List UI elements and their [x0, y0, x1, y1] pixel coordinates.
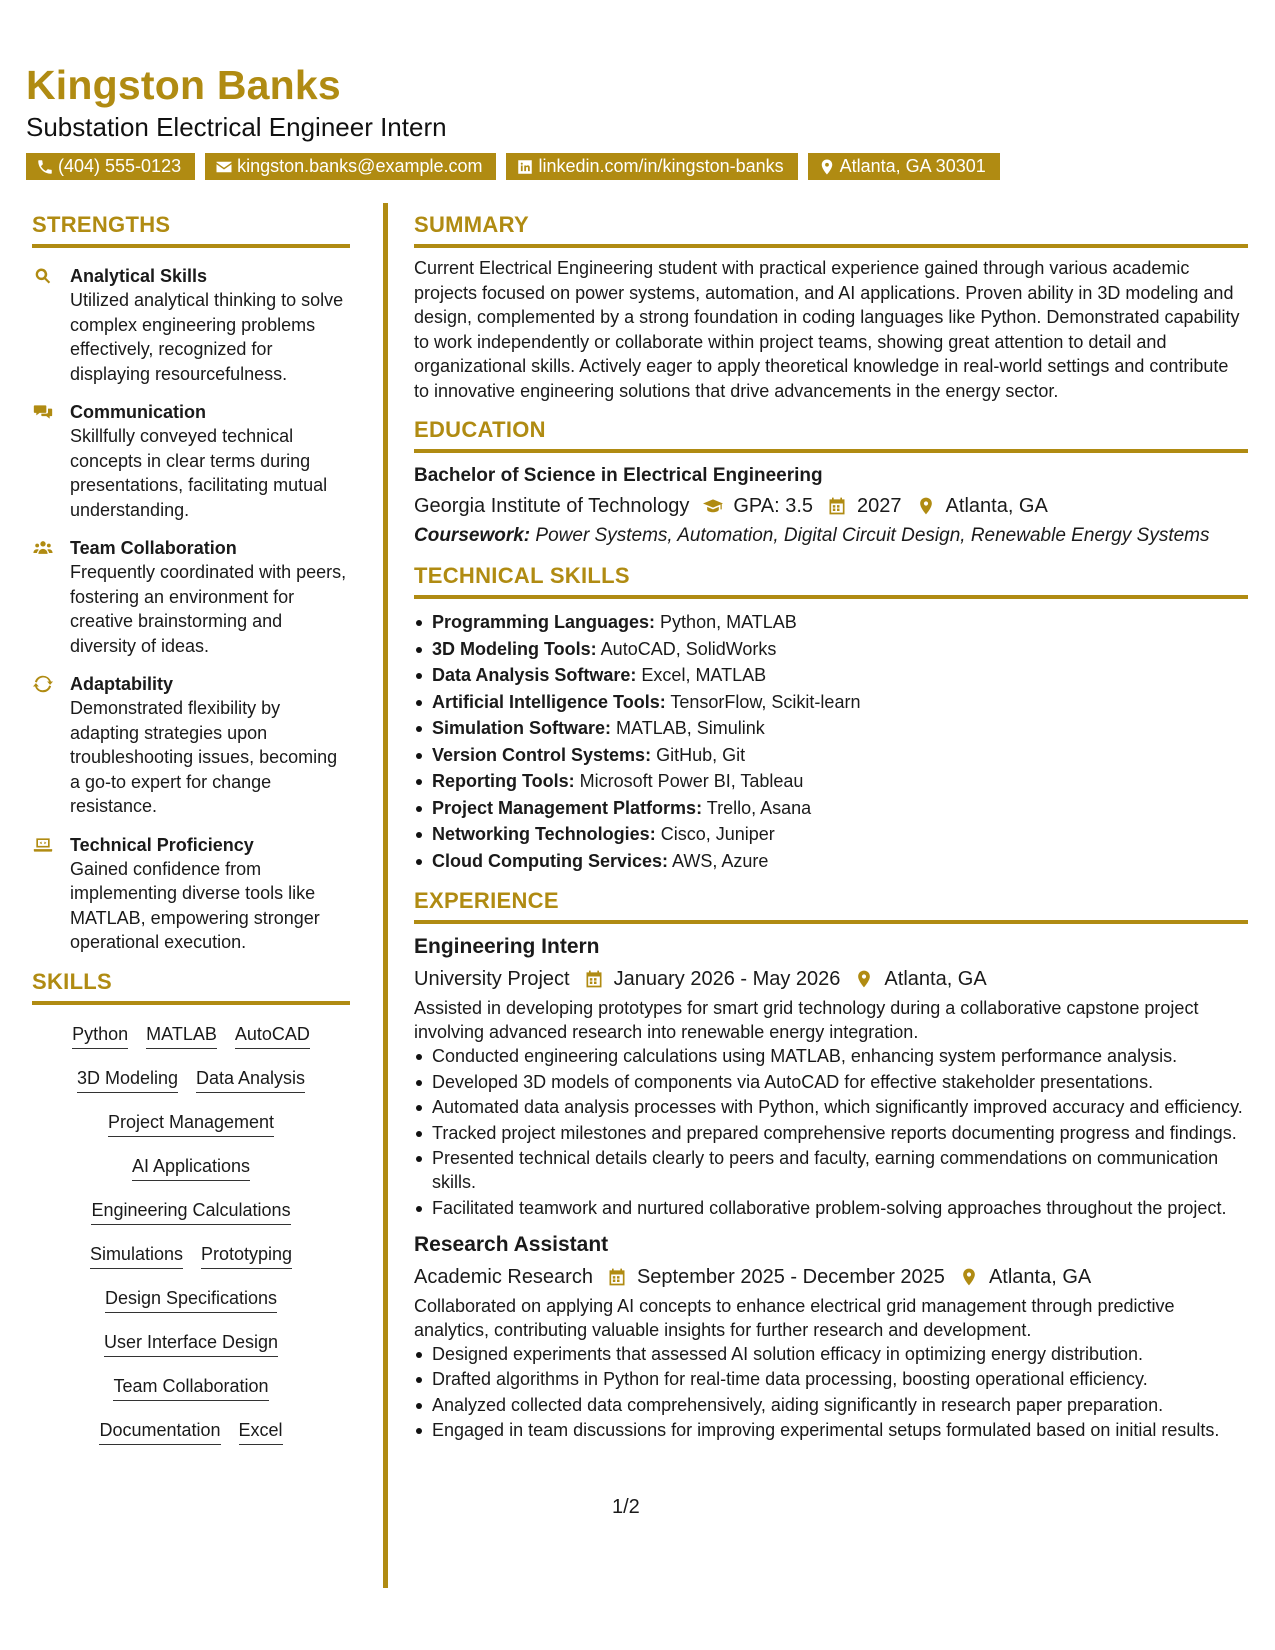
contact-location[interactable]	[808, 153, 1000, 180]
job-location: Atlanta, GA	[988, 1265, 1092, 1288]
job-location: Atlanta, GA	[884, 968, 987, 990]
job-org: University Project	[414, 968, 570, 990]
education-gpa: GPA: 3.5	[733, 495, 814, 517]
calendar-icon	[584, 969, 604, 989]
education-heading: EDUCATION	[414, 417, 1248, 453]
tech-skill-label: 3D Modeling Tools:	[432, 638, 597, 659]
skills-tags	[32, 1023, 350, 1445]
map-marker-icon	[818, 158, 836, 176]
summary-text: Current Electrical Engineering student with practical experience gained through various academic projects focused on power systems, automation, and AI applications. Proven ability in 3D modeling and design, complemented by a strong foundation in coding languages like Python. Demonstrated capability to work independently or collaborate within project teams, showing great attention to detail and organizational skills. Actively eager to apply theoretical knowledge in real-world settings and contribute to innovative engineering solutions that drive advancements in the energy sector.	[414, 258, 1240, 401]
contact-linkedin[interactable]	[506, 153, 797, 180]
linkedin-icon	[516, 158, 534, 176]
technical-skills-heading: TECHNICAL SKILLS	[414, 563, 1248, 599]
tech-skill-label: Project Management Platforms:	[432, 797, 703, 818]
candidate-name: Kingston Banks	[26, 62, 341, 108]
list-item: Developed 3D models of components via AutoCAD for effective stakeholder presentations.	[414, 1070, 1248, 1094]
skill-tag: Design Specifications	[105, 1287, 277, 1313]
tech-skill-value: Python, MATLAB	[660, 612, 797, 632]
skill-tag: MATLAB	[146, 1023, 217, 1049]
education-location: Atlanta, GA	[945, 495, 1048, 517]
job-role: Research Assistant	[414, 1232, 609, 1256]
calendar-icon	[607, 1267, 627, 1287]
column-divider	[383, 203, 388, 1588]
list-item	[414, 715, 1248, 742]
contact-phone[interactable]	[26, 153, 195, 180]
list-item: Conducted engineering calculations using MATLAB, enhancing system performance analysis.	[414, 1044, 1248, 1068]
contact-email-text: kingston.banks@example.com	[237, 156, 483, 176]
job-description: Collaborated on applying AI concepts to enhance electrical grid management through predictive analytics, contributing valuable insights for further research and development.	[414, 1295, 1175, 1340]
job-role: Engineering Intern	[414, 935, 600, 958]
tech-skill-label: Data Analysis Software:	[432, 665, 637, 685]
left-column	[32, 212, 350, 1463]
skill-tag: Simulations	[90, 1243, 183, 1269]
experience-entry	[414, 1230, 1248, 1443]
list-item: Tracked project milestones and prepared comprehensive reports documenting progress and findings.	[414, 1121, 1248, 1145]
education-year: 2027	[857, 495, 902, 517]
list-item: Automated data analysis processes with Python, which significantly improved accuracy and efficiency.	[414, 1095, 1248, 1119]
calendar-icon	[827, 496, 847, 516]
experience-entry	[414, 932, 1248, 1220]
tech-skill-label: Cloud Computing Services:	[432, 850, 669, 871]
coursework-label: Coursework:	[414, 525, 531, 546]
tech-skill-label: Simulation Software:	[432, 718, 612, 738]
list-item: Engaged in team discussions for improving experimental setups formulated based on initial results.	[414, 1418, 1248, 1442]
strength-item	[32, 400, 350, 522]
skill-tag: Project Management	[108, 1111, 274, 1137]
job-dates: September 2025 - December 2025	[636, 1265, 945, 1288]
skill-tag: AutoCAD	[235, 1023, 310, 1049]
tech-skill-label: Artificial Intelligence Tools:	[432, 691, 666, 712]
skill-tag: User Interface Design	[104, 1331, 278, 1357]
tech-skill-value: MATLAB, Simulink	[616, 718, 765, 738]
skill-tag: Team Collaboration	[113, 1375, 268, 1401]
list-item: Analyzed collected data comprehensively, aiding significantly in research paper preparation.	[414, 1393, 1248, 1417]
laptop-code-icon	[32, 835, 54, 855]
tech-skill-value: Cisco, Juniper	[660, 824, 775, 844]
comments-icon	[32, 402, 54, 422]
tech-skill-value: Excel, MATLAB	[641, 665, 767, 685]
strength-item	[32, 536, 350, 658]
list-item	[414, 689, 1248, 716]
tech-skill-value: AutoCAD, SolidWorks	[600, 638, 777, 659]
strength-title: Adaptability	[70, 674, 174, 694]
technical-skills-list	[414, 609, 1248, 874]
tech-skill-value: TensorFlow, Scikit-learn	[670, 691, 861, 712]
job-bullets	[414, 1342, 1248, 1443]
skill-tag: Documentation	[99, 1419, 220, 1445]
strength-title: Analytical Skills	[70, 266, 208, 286]
list-item: Drafted algorithms in Python for real-time data processing, boosting operational efficiency.	[414, 1367, 1248, 1391]
job-meta	[414, 964, 1248, 994]
strength-desc: Skillfully conveyed technical concepts in clear terms during presentations, facilitating mutual understanding.	[70, 426, 328, 520]
skill-tag: Excel	[239, 1419, 283, 1445]
job-description: Assisted in developing prototypes for smart grid technology during a collaborative capstone project involving advanced research into renewable energy integration.	[414, 998, 1199, 1042]
tech-skill-label: Version Control Systems:	[432, 744, 652, 765]
skill-tag: Data Analysis	[196, 1067, 305, 1093]
strength-desc: Frequently coordinated with peers, fostering an environment for creative brainstorming and diversity of ideas.	[70, 562, 347, 656]
list-item	[414, 848, 1248, 875]
education-school: Georgia Institute of Technology	[414, 495, 690, 517]
graduation-cap-icon	[703, 496, 723, 516]
skill-tag: 3D Modeling	[77, 1067, 178, 1093]
strength-title: Technical Proficiency	[70, 834, 254, 855]
skill-tag: Prototyping	[201, 1243, 292, 1269]
strength-title: Communication	[70, 402, 207, 422]
list-item	[414, 795, 1248, 822]
strength-desc: Gained confidence from implementing diverse tools like MATLAB, empowering stronger operational execution.	[70, 858, 320, 952]
list-item: Designed experiments that assessed AI solution efficacy in optimizing energy distribution.	[414, 1342, 1248, 1366]
map-marker-icon	[854, 969, 874, 989]
skills-heading: SKILLS	[32, 969, 350, 1005]
map-marker-icon	[959, 1267, 979, 1287]
job-meta	[414, 1262, 1248, 1292]
coursework-list: Power Systems, Automation, Digital Circuit Design, Renewable Energy Systems	[535, 525, 1210, 546]
strength-title: Team Collaboration	[70, 538, 237, 558]
map-marker-icon	[916, 496, 936, 516]
tech-skill-label: Reporting Tools:	[432, 771, 575, 791]
candidate-title: Substation Electrical Engineer Intern	[26, 112, 447, 142]
job-dates: January 2026 - May 2026	[613, 968, 841, 990]
phone-icon	[36, 158, 54, 176]
education-degree: Bachelor of Science in Electrical Engineering	[414, 465, 823, 486]
contact-email[interactable]	[205, 153, 496, 180]
strength-item	[32, 833, 350, 955]
skill-tag: Engineering Calculations	[91, 1199, 290, 1225]
list-item	[414, 742, 1248, 769]
list-item: Facilitated teamwork and nurtured collaborative problem-solving approaches throughout the project.	[414, 1196, 1248, 1220]
strengths-heading: STRENGTHS	[32, 212, 350, 248]
tech-skill-label: Networking Technologies:	[432, 824, 656, 844]
tech-skill-value: Trello, Asana	[706, 797, 812, 818]
tech-skill-value: Microsoft Power BI, Tableau	[579, 771, 804, 791]
strengths-list	[32, 264, 350, 955]
job-bullets	[414, 1044, 1248, 1220]
strength-desc: Utilized analytical thinking to solve complex engineering problems effectively, recognized for displaying resourcefulness.	[70, 290, 344, 384]
education-coursework	[414, 521, 1248, 551]
skill-tag: AI Applications	[132, 1155, 250, 1181]
right-column	[414, 212, 1248, 1444]
list-item	[414, 636, 1248, 663]
job-org: Academic Research	[414, 1265, 593, 1288]
summary-heading: SUMMARY	[414, 212, 1248, 248]
list-item	[414, 821, 1248, 848]
education-meta	[414, 491, 1248, 521]
list-item	[414, 662, 1248, 689]
skill-tag: Python	[72, 1023, 128, 1049]
strength-desc: Demonstrated flexibility by adapting strategies upon troubleshooting issues, becoming a go-to expert for change resistance.	[70, 698, 338, 816]
page-number: 1/2	[612, 1496, 640, 1518]
contact-linkedin-text: linkedin.com/in/kingston-banks	[538, 156, 784, 176]
search-icon	[32, 266, 54, 286]
list-item	[414, 609, 1248, 636]
tech-skill-value: GitHub, Git	[656, 744, 746, 765]
contact-phone-text: (404) 555-0123	[58, 156, 182, 176]
contact-location-text: Atlanta, GA 30301	[839, 156, 986, 176]
users-icon	[32, 538, 54, 558]
experience-heading: EXPERIENCE	[414, 888, 1248, 924]
tech-skill-label: Programming Languages:	[432, 612, 656, 632]
sync-icon	[32, 674, 54, 694]
tech-skill-value: AWS, Azure	[672, 850, 769, 871]
strength-item	[32, 672, 350, 819]
envelope-icon	[215, 158, 233, 176]
strength-item	[32, 264, 350, 386]
contact-bar	[26, 153, 1000, 180]
list-item: Presented technical details clearly to peers and faculty, earning commendations on communication skills.	[414, 1146, 1248, 1194]
list-item	[414, 768, 1248, 795]
